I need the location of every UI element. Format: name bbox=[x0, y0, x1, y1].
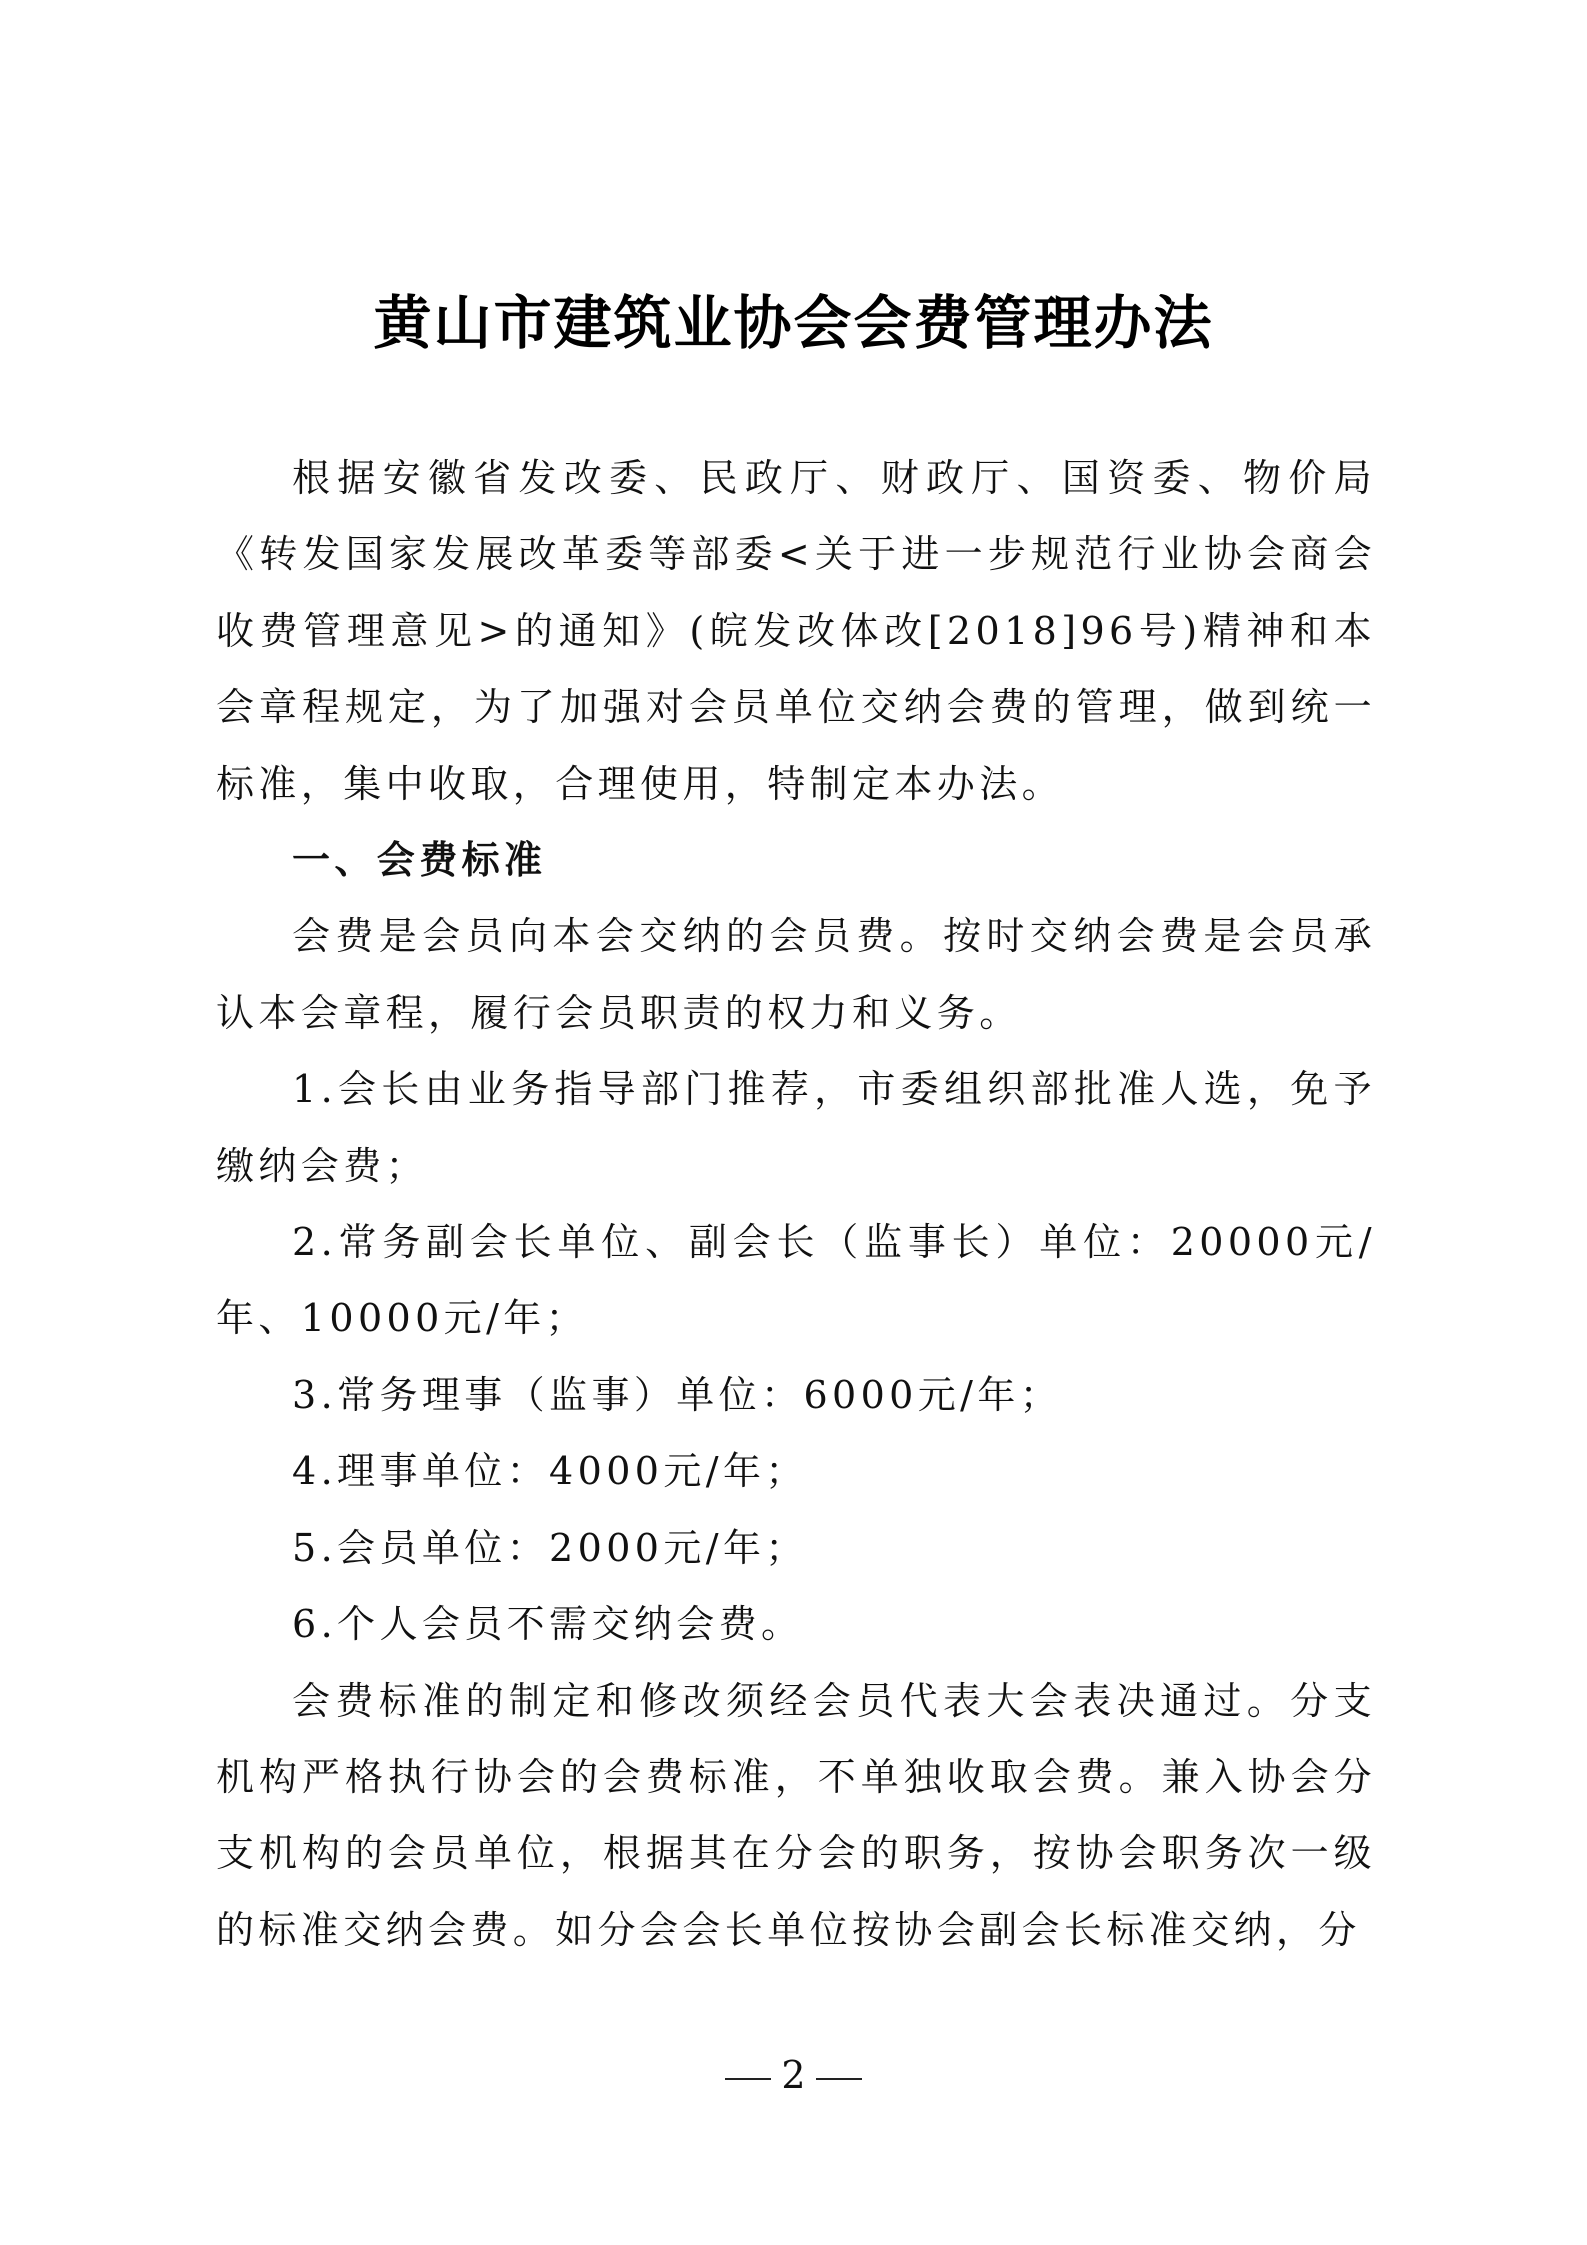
footer-left-dash bbox=[725, 2078, 771, 2080]
list-item-6: 6.个人会员不需交纳会费。 bbox=[292, 1602, 804, 1647]
list-item-3: 3.常务理事（监事）单位：6000元/年； bbox=[292, 1372, 1063, 1417]
page-number: 2 bbox=[781, 2053, 806, 2097]
list-item-4: 4.理事单位：4000元/年； bbox=[292, 1449, 808, 1494]
paragraph-fee-definition: 会费是会员向本会交纳的会员费。按时交纳会费是会员承认本会章程，履行会员职责的权力和义务。 bbox=[216, 914, 1376, 1035]
list-item-5: 5.会员单位：2000元/年； bbox=[292, 1525, 808, 1570]
list-item-1: 1.会长由业务指导部门推荐，市委组织部批准人选，免予缴纳会费； bbox=[216, 1067, 1376, 1188]
section-heading-fee-standard: 一、会费标准 bbox=[292, 838, 547, 883]
document-body bbox=[216, 440, 1376, 1968]
list-item-2: 2.常务副会长单位、副会长（监事长）单位：20000元/年、10000元/年； bbox=[216, 1220, 1376, 1341]
page-footer bbox=[0, 2050, 1587, 2100]
paragraph-fee-rules: 会费标准的制定和修改须经会员代表大会表决通过。分支机构严格执行协会的会费标准，不单独收取会费。兼入协会分支机构的会员单位，根据其在分会的职务，按协会职务次一级的标准交纳会费。如分会会长单位按协会副会长标准交纳，分 bbox=[216, 1678, 1376, 1952]
paragraph-intro: 根据安徽省发改委、民政厅、财政厅、国资委、物价局《转发国家发展改革委等部委<关于进一步规范行业协会商会收费管理意见>的通知》(皖发改体改[2018]96号)精神和本会章程规定，为了加强对会员单位交纳会费的管理，做到统一标准，集中收取，合理使用，特制定本办法。 bbox=[216, 456, 1376, 806]
footer-right-dash bbox=[816, 2078, 862, 2080]
document-title: 黄山市建筑业协会会费管理办法 bbox=[373, 289, 1214, 357]
